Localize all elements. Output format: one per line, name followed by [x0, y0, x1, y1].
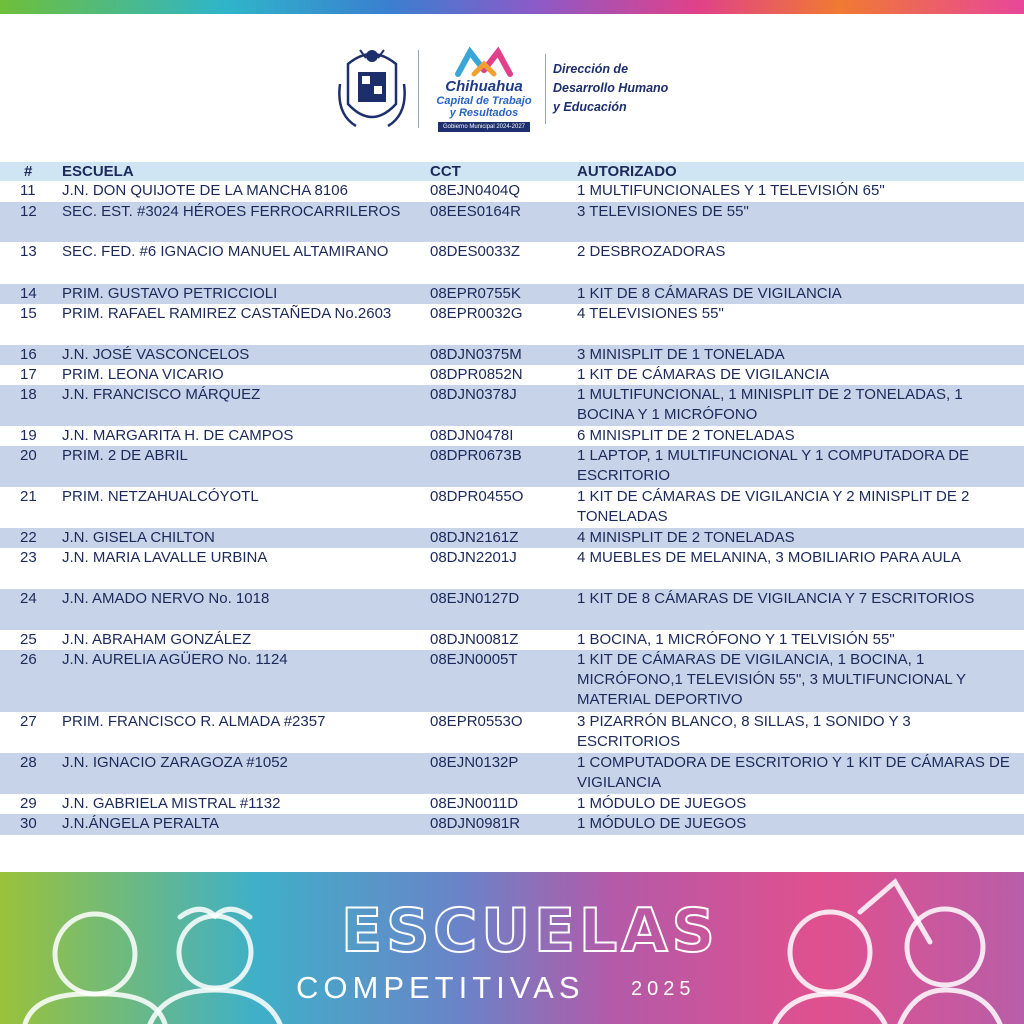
header-cct: CCT — [430, 163, 461, 180]
brand-subtitle-2: y Resultados — [449, 107, 519, 119]
table-row — [0, 345, 1024, 365]
row-num: 18 — [20, 386, 37, 403]
row-autorizado: 2 DESBROZADORAS — [577, 243, 726, 260]
row-cct: 08EJN0404Q — [430, 182, 521, 199]
row-escuela: PRIM. 2 DE ABRIL — [62, 447, 188, 464]
row-escuela: PRIM. FRANCISCO R. ALMADA #2357 — [62, 713, 326, 730]
row-escuela: PRIM. RAFAEL RAMIREZ CASTAÑEDA No.2603 — [62, 305, 392, 322]
row-escuela: PRIM. NETZAHUALCÓYOTL — [62, 488, 259, 505]
header — [0, 40, 1024, 140]
row-cct: 08EES0164R — [430, 203, 521, 220]
department-line-1: Dirección de — [553, 62, 629, 76]
row-cct: 08DES0033Z — [430, 243, 521, 260]
row-num: 23 — [20, 549, 37, 566]
row-cct: 08DJN0981R — [430, 815, 521, 832]
row-num: 15 — [20, 305, 37, 322]
child-raising-hand-icon — [790, 912, 870, 992]
brand-subtitle-1: Capital de Trabajo — [436, 95, 532, 107]
footer-title: ESCUELAS — [341, 896, 719, 966]
row-autorizado: 1 KIT DE CÁMARAS DE VIGILANCIA Y 2 MINISPLIT DE 2 TONELADAS — [577, 488, 970, 525]
row-num: 26 — [20, 651, 37, 668]
row-cct: 08EJN0005T — [430, 651, 518, 668]
row-cct: 08DPR0852N — [430, 366, 523, 383]
row-num: 25 — [20, 631, 37, 648]
footer-banner — [0, 872, 1024, 1024]
table-row — [0, 446, 1024, 487]
row-num: 29 — [20, 795, 37, 812]
row-escuela: J.N. MARGARITA H. DE CAMPOS — [62, 427, 294, 444]
row-autorizado: 1 MULTIFUNCIONALES Y 1 TELEVISIÓN 65" — [577, 182, 885, 199]
row-escuela: SEC. EST. #3024 HÉROES FERROCARRILEROS — [62, 203, 401, 220]
row-autorizado: 1 MÓDULO DE JUEGOS — [577, 815, 747, 832]
table-row — [0, 650, 1024, 712]
row-escuela: J.N. AMADO NERVO No. 1018 — [62, 590, 270, 607]
row-num: 24 — [20, 590, 37, 607]
top-color-strip — [0, 0, 1024, 14]
row-escuela: J.N. GABRIELA MISTRAL #1132 — [62, 795, 281, 812]
brand-tagline: Gobierno Municipal 2024-2027 — [438, 122, 530, 132]
row-autorizado: 1 KIT DE CÁMARAS DE VIGILANCIA — [577, 366, 830, 383]
row-escuela: J.N. JOSÉ VASCONCELOS — [62, 346, 250, 363]
table-row — [0, 365, 1024, 385]
row-cct: 08EPR0553O — [430, 713, 523, 730]
city-brand — [424, 44, 544, 134]
header-num: # — [24, 163, 33, 180]
girl-head-icon — [179, 916, 251, 988]
row-escuela: J.N.ÁNGELA PERALTA — [62, 815, 219, 832]
row-autorizado: 1 KIT DE 8 CÁMARAS DE VIGILANCIA — [577, 285, 842, 302]
row-num: 20 — [20, 447, 37, 464]
header-divider — [418, 50, 419, 128]
child-head-right-icon — [907, 909, 983, 985]
row-cct: 08DJN2161Z — [430, 529, 519, 546]
row-autorizado: 4 MINISPLIT DE 2 TONELADAS — [577, 529, 795, 546]
row-autorizado: 4 TELEVISIONES 55" — [577, 305, 724, 322]
row-cct: 08EPR0755K — [430, 285, 521, 302]
row-escuela: PRIM. LEONA VICARIO — [62, 366, 224, 383]
row-num: 22 — [20, 529, 37, 546]
table-row — [0, 814, 1024, 835]
brand-name: Chihuahua — [445, 78, 523, 95]
table-row — [0, 589, 1024, 630]
row-autorizado: 1 KIT DE CÁMARAS DE VIGILANCIA, 1 BOCINA, 1 MICRÓFONO,1 TELEVISIÓN 55", 3 MULTIFUNCIONAL Y MATERIAL DEPORTIVO — [577, 651, 966, 708]
row-escuela: J.N. ABRAHAM GONZÁLEZ — [62, 631, 252, 648]
row-cct: 08EJN0132P — [430, 754, 519, 771]
row-autorizado: 1 BOCINA, 1 MICRÓFONO Y 1 TELVISIÓN 55" — [577, 631, 895, 648]
row-num: 27 — [20, 713, 37, 730]
table-row — [0, 202, 1024, 242]
footer-subtitle: COMPETITIVAS — [296, 970, 585, 1005]
row-autorizado: 1 KIT DE 8 CÁMARAS DE VIGILANCIA Y 7 ESCRITORIOS — [577, 590, 975, 607]
table-row — [0, 630, 1024, 650]
row-autorizado: 3 TELEVISIONES DE 55" — [577, 203, 749, 220]
row-autorizado: 1 COMPUTADORA DE ESCRITORIO Y 1 KIT DE CÁMARAS DE VIGILANCIA — [577, 754, 1010, 791]
table-row — [0, 712, 1024, 753]
row-cct: 08DPR0673B — [430, 447, 522, 464]
footer-year: 2025 — [631, 978, 696, 1000]
table-row — [0, 426, 1024, 446]
row-escuela: J.N. AURELIA AGÜERO No. 1124 — [62, 651, 288, 668]
row-cct: 08EPR0032G — [430, 305, 523, 322]
row-escuela: PRIM. GUSTAVO PETRICCIOLI — [62, 285, 278, 302]
department-line-2: Desarrollo Humano — [553, 81, 669, 95]
table-header — [0, 162, 1024, 181]
table-row — [0, 753, 1024, 794]
row-num: 14 — [20, 285, 37, 302]
row-autorizado: 4 MUEBLES DE MELANINA, 3 MOBILIARIO PARA AULA — [577, 549, 962, 566]
row-autorizado: 1 LAPTOP, 1 MULTIFUNCIONAL Y 1 COMPUTADORA DE ESCRITORIO — [577, 447, 970, 484]
table-row — [0, 487, 1024, 528]
brand-logo-icon — [454, 46, 514, 78]
row-escuela: J.N. MARIA LAVALLE URBINA — [62, 549, 268, 566]
header-escuela: ESCUELA — [62, 163, 134, 180]
row-num: 12 — [20, 203, 37, 220]
row-autorizado: 3 PIZARRÓN BLANCO, 8 SILLAS, 1 SONIDO Y 3 ESCRITORIOS — [577, 713, 911, 750]
row-num: 21 — [20, 488, 37, 505]
row-escuela: J.N. GISELA CHILTON — [62, 529, 215, 546]
row-cct: 08DJN0375M — [430, 346, 522, 363]
table-row — [0, 548, 1024, 589]
header-autorizado: AUTORIZADO — [577, 163, 677, 180]
row-num: 17 — [20, 366, 37, 383]
table-row — [0, 385, 1024, 426]
row-cct: 08EJN0011D — [430, 795, 519, 812]
row-cct: 08DJN0478I — [430, 427, 514, 444]
row-num: 28 — [20, 754, 37, 771]
row-cct: 08DPR0455O — [430, 488, 524, 505]
child-head-icon — [55, 914, 135, 994]
row-num: 30 — [20, 815, 37, 832]
row-cct: 08EJN0127D — [430, 590, 520, 607]
row-num: 19 — [20, 427, 37, 444]
table-row — [0, 794, 1024, 814]
row-escuela: SEC. FED. #6 IGNACIO MANUEL ALTAMIRANO — [62, 243, 389, 260]
table-row — [0, 284, 1024, 304]
row-cct: 08DJN0081Z — [430, 631, 519, 648]
row-autorizado: 6 MINISPLIT DE 2 TONELADAS — [577, 427, 795, 444]
row-cct: 08DJN0378J — [430, 386, 517, 403]
table-row — [0, 242, 1024, 283]
row-num: 11 — [20, 182, 36, 199]
row-escuela: J.N. FRANCISCO MÁRQUEZ — [62, 386, 261, 403]
table-row — [0, 181, 1024, 201]
department-line-3: y Educación — [553, 100, 627, 114]
row-num: 16 — [20, 346, 37, 363]
header-divider-2 — [545, 54, 546, 124]
department-name — [553, 60, 723, 117]
table-row — [0, 528, 1024, 548]
row-escuela: J.N. IGNACIO ZARAGOZA #1052 — [62, 754, 288, 771]
row-autorizado: 1 MÓDULO DE JUEGOS — [577, 795, 747, 812]
row-autorizado: 1 MULTIFUNCIONAL, 1 MINISPLIT DE 2 TONELADAS, 1 BOCINA Y 1 MICRÓFONO — [577, 386, 963, 423]
row-cct: 08DJN2201J — [430, 549, 517, 566]
row-escuela: J.N. DON QUIJOTE DE LA MANCHA 8106 — [62, 182, 348, 199]
table-row — [0, 304, 1024, 345]
coat-of-arms-icon — [336, 44, 408, 134]
row-num: 13 — [20, 243, 37, 260]
row-autorizado: 3 MINISPLIT DE 1 TONELADA — [577, 346, 785, 363]
